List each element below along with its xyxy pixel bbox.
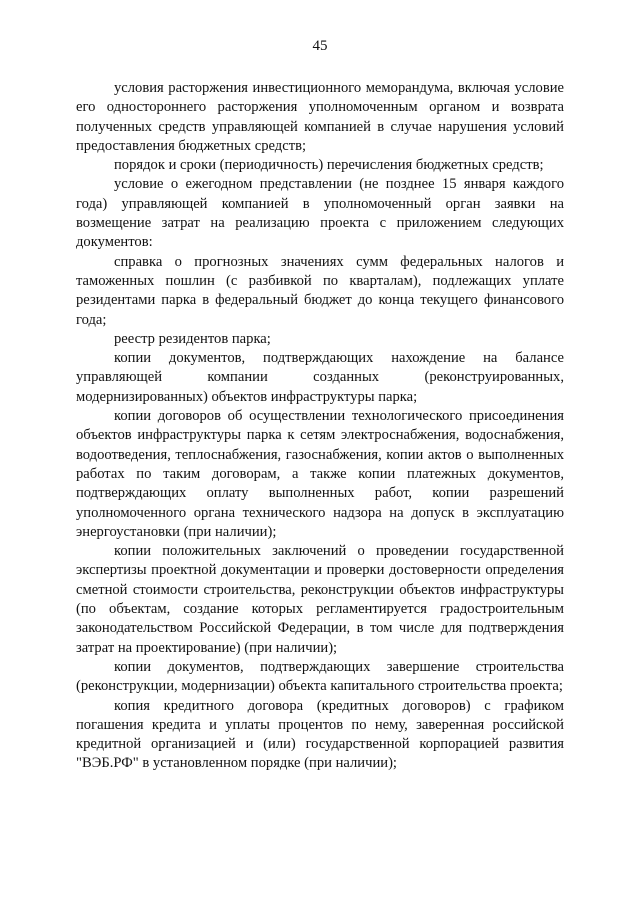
document-body xyxy=(76,79,564,774)
paragraph-balance-documents: копии документов, подтверждающих нахождение на балансе управляющей компании созданных (реконструированных, модернизированных) объектов инфраструктуры парка; xyxy=(76,350,564,405)
paragraph-credit-agreement: копия кредитного договора (кредитных договоров) с графиком погашения кредита и уплаты процентов по нему, заверенная российской кредитной организацией и (или) государственной корпорацией развития "ВЭБ.РФ" в установленном порядке (при наличии); xyxy=(76,697,564,772)
paragraph-construction-completion: копии документов, подтверждающих завершение строительства (реконструкции, модернизации) объекта капитального строительства проекта; xyxy=(76,658,564,695)
paragraph-connection-contracts: копии договоров об осуществлении технологического присоединения объектов инфраструктуры парка к сетям электроснабжения, водоснабжения, водоотведения, теплоснабжения, газоснабжения, копии актов о выполненных работах по таким договорам, а также копии платежных документов, подтверждающих оплату выполненных работ, копии разрешений уполномоченного органа технического надзора на допуск в эксплуатацию энергоустановки (при наличии); xyxy=(76,408,564,540)
paragraph-expertise-conclusions: копии положительных заключений о проведении государственной экспертизы проектной документации и проверки достоверности определения сметной стоимости строительства, реконструкции объектов инфраструктуры (по объектам, создание которых регламентируется градостроительным законодательством Российской Федерации, в том числе для подтверждения затрат на проектирование) (при наличии); xyxy=(76,543,564,656)
paragraph-tax-forecast: справка о прогнозных значениях сумм федеральных налогов и таможенных пошлин (с разбивкой по кварталам), подлежащих уплате резидентами парка в федеральный бюджет до конца текущего финансового года; xyxy=(76,253,564,328)
paragraph-termination-conditions: условия расторжения инвестиционного меморандума, включая условие его одностороннего расторжения уполномоченным органом и возврата полученных средств управляющей компанией в случае нарушения условий предоставления бюджетных средств; xyxy=(76,80,564,154)
paragraph-transfer-schedule: порядок и сроки (периодичность) перечисления бюджетных средств; xyxy=(114,157,544,174)
paragraph-annual-application: условие о ежегодном представлении (не позднее 15 января каждого года) управляющей компанией в уполномоченный орган заявки на возмещение затрат на реализацию проекта с приложением следующих документов: xyxy=(76,176,564,251)
page-number: 45 xyxy=(312,38,328,54)
paragraph-residents-register: реестр резидентов парка; xyxy=(114,330,271,347)
